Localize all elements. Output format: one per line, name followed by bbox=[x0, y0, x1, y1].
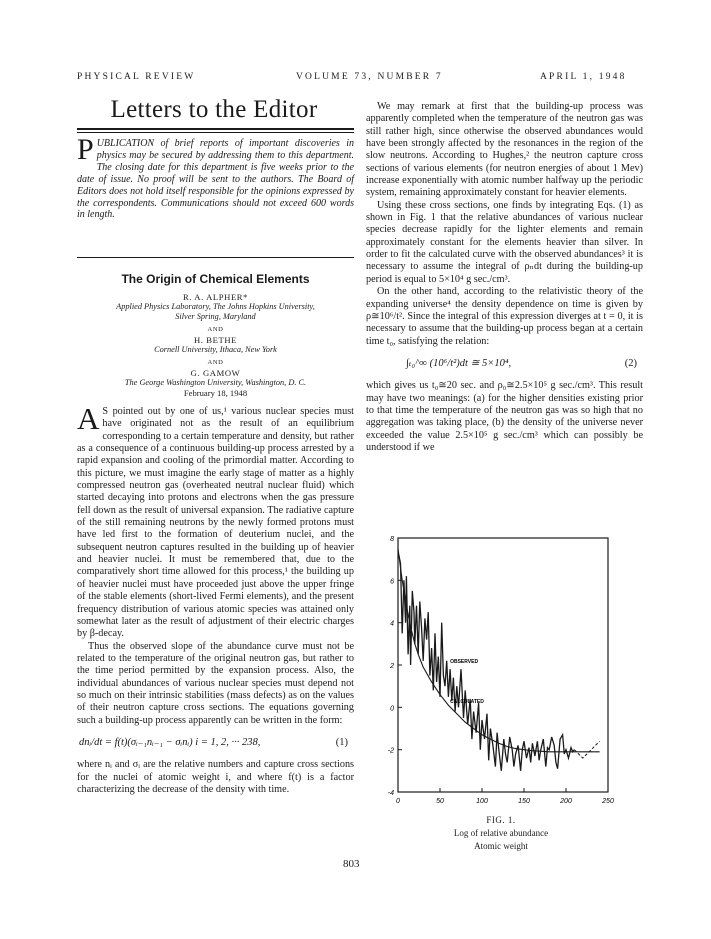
x-tick-label: 100 bbox=[476, 798, 488, 805]
y-tick-label: -2 bbox=[387, 747, 394, 755]
paragraph: which gives us t₀≅20 sec. and ρ₀≅2.5×10⁵ g sec./cm³. This result may have two meanings: (a) for the higher densities existing prior to that time the temperature of the neutron gas was so high that no aggregation was taking place, (b) the density of the universe never exceeded the value 2.5×10⁵ g sec./cm³ which can possibly be understood if we bbox=[366, 380, 643, 453]
caption-xlabel: Atomic weight bbox=[474, 841, 528, 851]
figure-label: FIG. 1. bbox=[486, 815, 516, 825]
editorial-notice bbox=[77, 133, 354, 221]
paragraph-text: S pointed out by one of us,¹ various nuclear species must have originated not as the result of an equilibrium corresponding to a certain temperature and density, but rather as a consequence of a continuous building-up process arrested by a rapid expansion and cooling of the primordial matter. According to this picture, we must imagine the early stage of matter as a highly compressed neutron gas (overheated neutral nuclear fluid) which started decaying into protons and electrons when the gas pressure fell down as the result of universal expansion. The radiative capture of the still remaining neutrons by the newly formed protons must have led first to the formation of deuterium nuclei, and the subsequent neutron captures resulted in the building up of heavier and heavier nuclei. It must be remembered that, due to the comparatively short time allowed for this process,¹ the building up of heavier nuclei must have proceeded just above the upper fringe of the stable elements (short-lived Fermi elements), and the present frequency distribution of various atomic species was attained only somewhat later as the result of adjustment of their electric charges by β-decay. bbox=[77, 406, 354, 640]
affiliation-2: Cornell University, Ithaca, New York bbox=[154, 345, 277, 354]
annotation-observed: OBSERVED bbox=[450, 658, 479, 665]
section-title: Letters to the Editor bbox=[110, 96, 318, 123]
divider bbox=[77, 132, 354, 133]
notice-dropcap: P bbox=[77, 133, 94, 166]
observed-series bbox=[399, 555, 575, 771]
author-gamow: G. GAMOW bbox=[190, 368, 241, 378]
x-tick-label: 0 bbox=[396, 798, 400, 805]
divider bbox=[77, 128, 354, 130]
paragraph: On the other hand, according to the relativistic theory of the expanding universe⁴ the density dependence on time is given by ρ≅10⁶/t². Since the integral of this expression diverges at t = 0, it is necessary to assume that the building-up process began at a certain time t₀, satisfying the relation: bbox=[366, 286, 643, 347]
x-tick-label: 200 bbox=[560, 798, 572, 805]
affiliation-3: The George Washington University, Washington, D. C. bbox=[124, 378, 307, 387]
paragraph: Thus the observed slope of the abundance curve must not be related to the temperature of the original neutron gas, but rather to the time period permitted by the expansion process. Also, the individual abundances of various nuclear species must depend not so much on their intrinsic stabilities (mass defects) as on the values of their neutron capture cross sections. The equations governing such a building-up process apparently can be written in the form: bbox=[77, 640, 354, 726]
paragraph: where nᵢ and σᵢ are the relative numbers and capture cross sections for the nuclei of atomic weight i, and where f(t) is a factor characterizing the decrease of the density with time. bbox=[77, 759, 354, 795]
observed-dashed-series bbox=[574, 741, 599, 758]
equation-1-body: dnᵢ/dt = f(t)(σᵢ₋₁nᵢ₋₁ − σᵢnᵢ) i = 1, 2, ··· 238, bbox=[79, 736, 261, 748]
y-tick-label: -4 bbox=[387, 790, 394, 797]
y-tick-label: 4 bbox=[390, 620, 394, 628]
paragraph: We may remark at first that the building-up process was apparently completed when the temperature of the neutron gas was still rather high, since otherwise the observed abundances would have been strongly affected by the resonances in the region of the slow neutrons. According to Hughes,² the neutron capture cross sections of various elements (for neutron energies of about 1 Mev) increase exponentially with atomic number halfway up the periodic system, remaining approximately constant for heavier elements. bbox=[366, 101, 643, 199]
equation-2-number: (2) bbox=[624, 357, 637, 369]
equation-1-number: (1) bbox=[335, 736, 348, 748]
received-date: February 18, 1948 bbox=[183, 388, 248, 398]
equation-2-body: ∫ₜ₀^∞ (10⁶/t²)dt ≅ 5×10⁴, bbox=[406, 357, 512, 369]
figure-caption bbox=[376, 814, 626, 853]
body-dropcap: A bbox=[77, 401, 100, 436]
right-column bbox=[366, 101, 643, 454]
y-tick-label: 6 bbox=[390, 578, 394, 586]
author-bethe: H. BETHE bbox=[194, 335, 237, 345]
y-tick-label: 0 bbox=[390, 705, 394, 713]
y-tick-label: 8 bbox=[390, 536, 394, 543]
calculated-series bbox=[398, 549, 600, 752]
caption-ylabel: Log of relative abundance bbox=[453, 828, 549, 838]
annotation-calculated: CALCULATED bbox=[450, 699, 484, 706]
notice-text: UBLICATION of brief reports of important discoveries in physics may be secured by addressing them to this department. The closing date for this department is five weeks prior to the date of issue. No proof will be sent to the authors. The Board of Editors does not hold itself responsible for the opinions expressed by the correspondents. Communications should not exceed 600 words in length. bbox=[77, 138, 354, 221]
x-tick-label: 250 bbox=[602, 798, 614, 805]
paragraph bbox=[77, 401, 354, 641]
affiliation-1: Applied Physics Laboratory, The Johns Hopkins University, bbox=[116, 302, 315, 311]
article-title: The Origin of Chemical Elements bbox=[121, 272, 310, 286]
equation-2 bbox=[406, 358, 637, 370]
x-tick-label: 150 bbox=[518, 798, 530, 805]
affiliation-1-line2: Silver Spring, Maryland bbox=[175, 312, 256, 321]
volume-number: VOLUME 73, NUMBER 7 bbox=[296, 72, 443, 82]
divider bbox=[77, 257, 354, 258]
x-tick-label: 50 bbox=[436, 798, 444, 805]
left-column bbox=[77, 401, 354, 796]
abundance-chart bbox=[376, 530, 626, 815]
author-alpher: R. A. ALPHER* bbox=[182, 292, 249, 302]
equation-1 bbox=[79, 737, 348, 749]
and-separator: AND bbox=[207, 359, 224, 366]
y-tick-label: 2 bbox=[390, 663, 394, 670]
issue-date: APRIL 1, 1948 bbox=[540, 72, 627, 82]
and-separator: AND bbox=[207, 326, 224, 333]
page-number: 803 bbox=[343, 858, 360, 870]
journal-name: PHYSICAL REVIEW bbox=[77, 72, 196, 82]
byline bbox=[77, 292, 354, 398]
paragraph: Using these cross sections, one finds by integrating Eqs. (1) as shown in Fig. 1 that the relative abundances of various nuclear species decrease rapidly for the lighter elements and remain approximately constant for the elements heavier than silver. In order to fit the calculated curve with the observed abundances³ it is necessary to assume the integral of ρₙdt during the building-up period is equal to 5×10⁴ g sec./cm³. bbox=[366, 199, 643, 285]
